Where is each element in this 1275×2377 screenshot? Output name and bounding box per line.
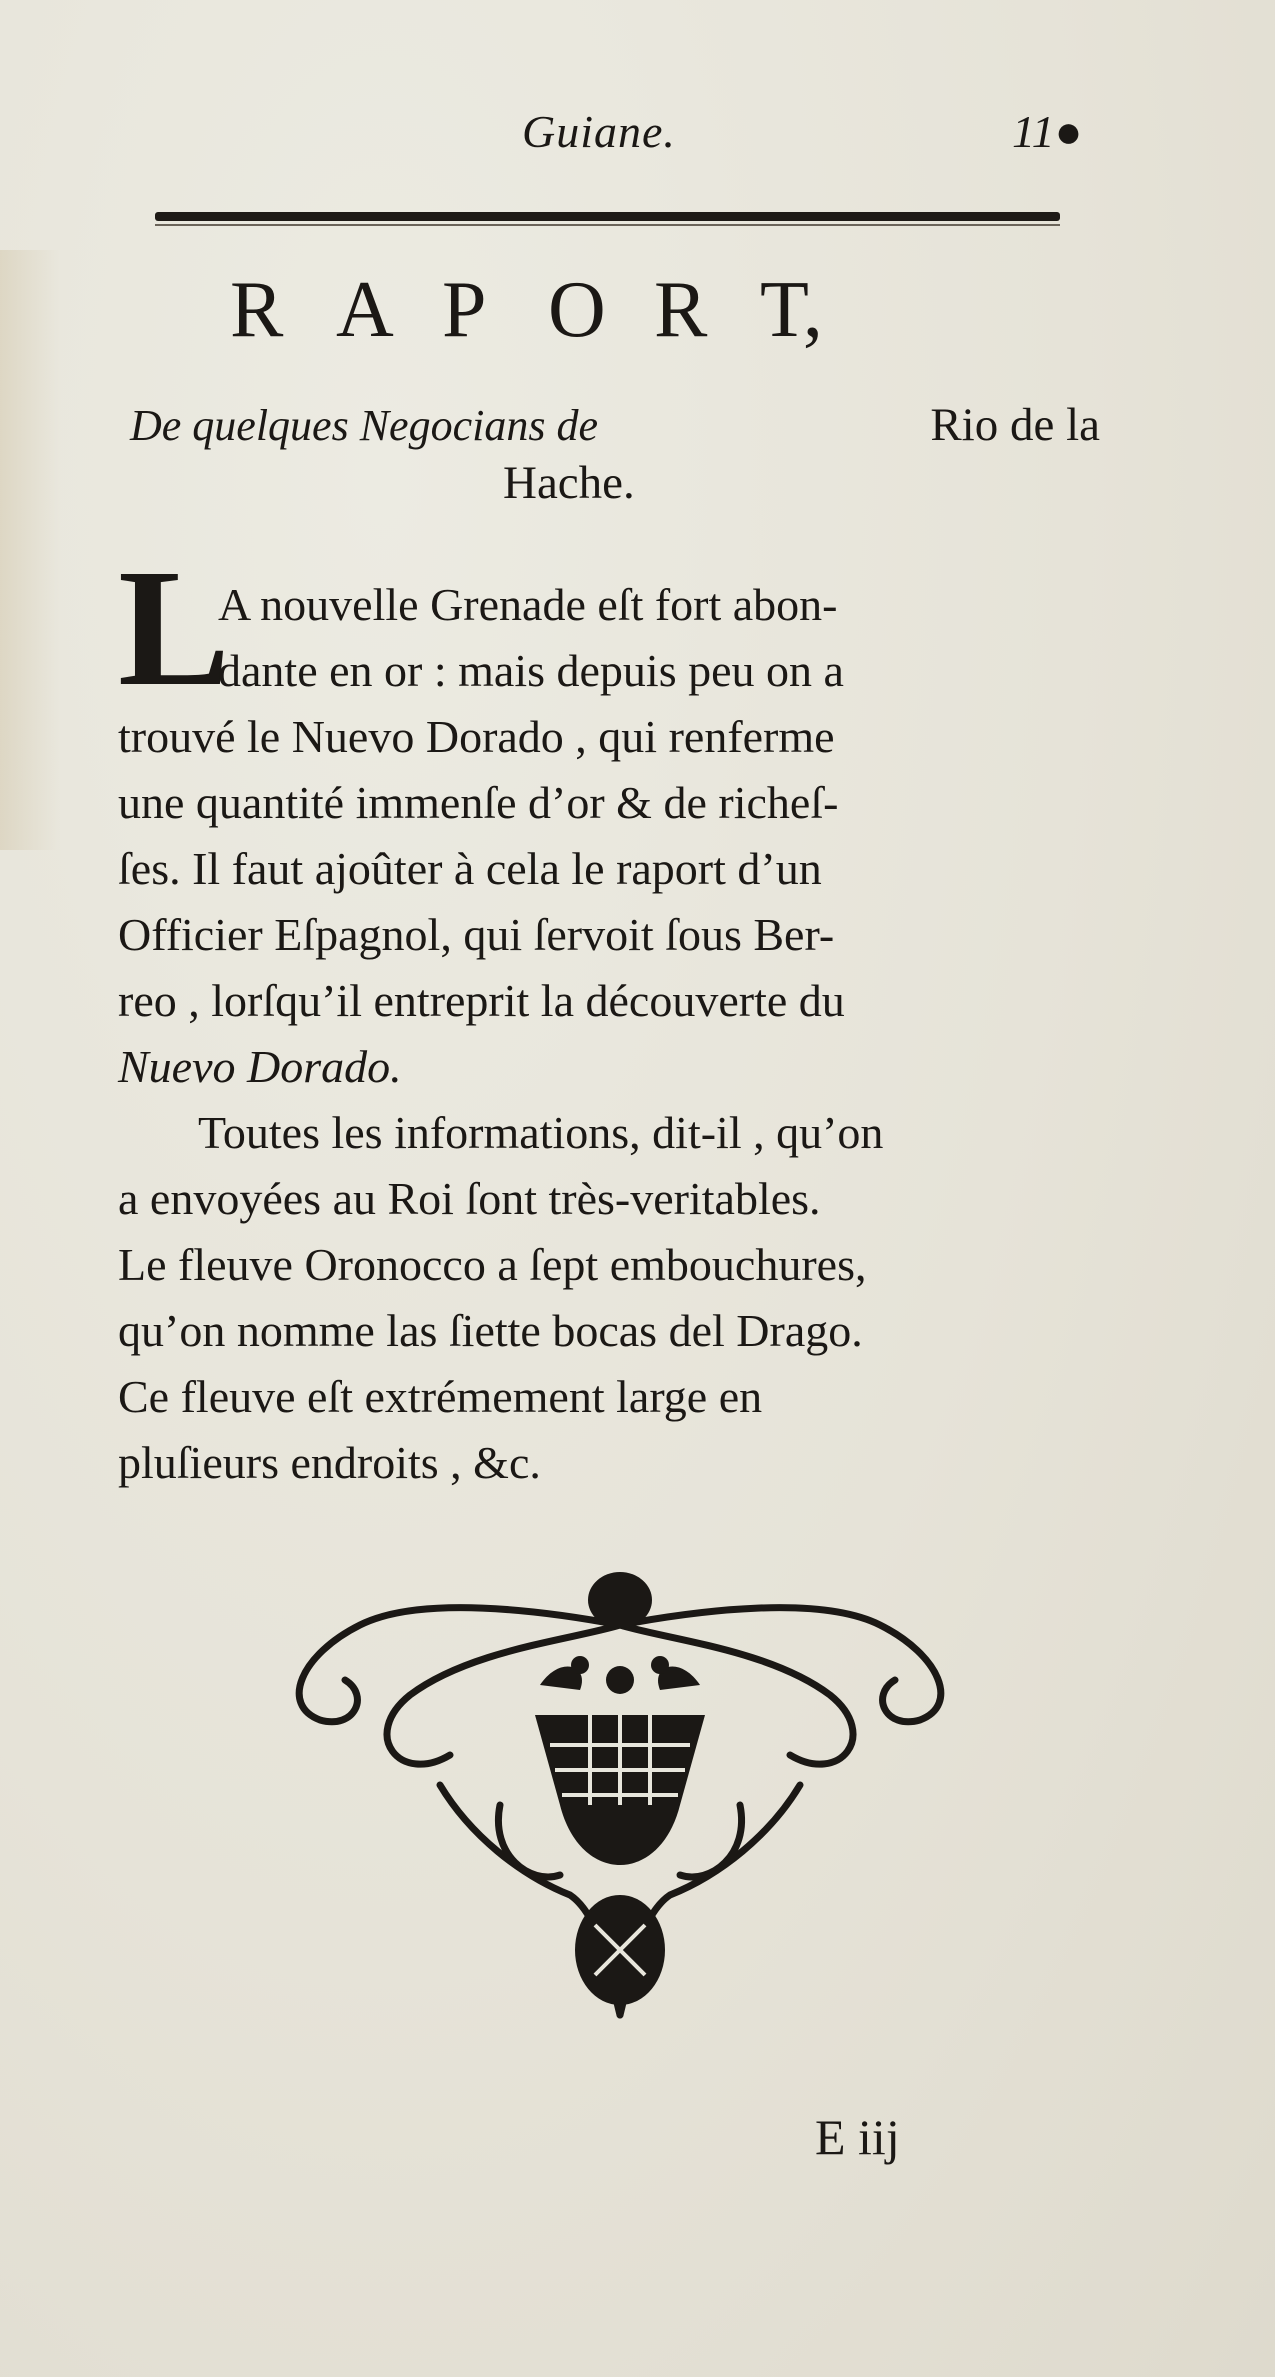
- text-line: Nuevo Dorado.: [118, 1041, 402, 1092]
- fleuron-ornament-icon: [240, 1555, 1000, 2035]
- subheading-roman: Rio de la: [930, 399, 1100, 451]
- heading-letter: P: [442, 266, 487, 354]
- page-number: 11●: [1012, 106, 1083, 157]
- heading-letter: R: [654, 266, 708, 354]
- text-line: a envoyées au Roi ſont très-veritables.: [118, 1173, 821, 1224]
- page-stain: [0, 250, 60, 850]
- text-line: dante en or : mais depuis peu on a: [218, 645, 844, 696]
- header-rule: [155, 212, 1060, 221]
- section-heading: [230, 265, 866, 356]
- subheading-italic: De quelques Negocians de: [130, 401, 598, 450]
- heading-letter: O: [548, 266, 606, 354]
- text-line: pluſieurs endroits , &c.: [118, 1437, 541, 1488]
- running-head-title: Guiane.: [522, 106, 676, 157]
- text-line: Le fleuve Oronocco a ſept embouchures,: [118, 1239, 867, 1290]
- text-line: A nouvelle Grenade eſt fort abon-: [218, 579, 838, 630]
- header-rule-thin: [155, 224, 1060, 226]
- text-line: qu’on nomme las ſiette bocas del Drago.: [118, 1305, 863, 1356]
- heading-letter: T,: [760, 266, 823, 354]
- text-line: Officier Eſpagnol, qui ſervoit ſous Ber-: [118, 909, 835, 960]
- heading-letter: A: [336, 266, 394, 354]
- text-line: reo , lorſqu’il entreprit la découverte du: [118, 975, 845, 1026]
- text-line: trouvé le Nuevo Dorado , qui renferme: [118, 711, 835, 762]
- body-text: [118, 572, 1103, 1496]
- subheading: [130, 398, 1100, 453]
- signature-mark: E iij: [815, 2109, 900, 2165]
- subheading-line2: Hache.: [503, 457, 635, 509]
- text-line: ſes. Il faut ajoûter à cela le raport d’un: [118, 843, 822, 894]
- text-line: Toutes les informations, dit-il , qu’on: [198, 1107, 884, 1158]
- text-line: Ce fleuve eſt extrémement large en: [118, 1371, 763, 1422]
- drop-cap: L: [118, 535, 231, 721]
- text-line: une quantité immenſe d’or & de richeſ-: [118, 777, 839, 828]
- heading-letter: R: [230, 266, 284, 354]
